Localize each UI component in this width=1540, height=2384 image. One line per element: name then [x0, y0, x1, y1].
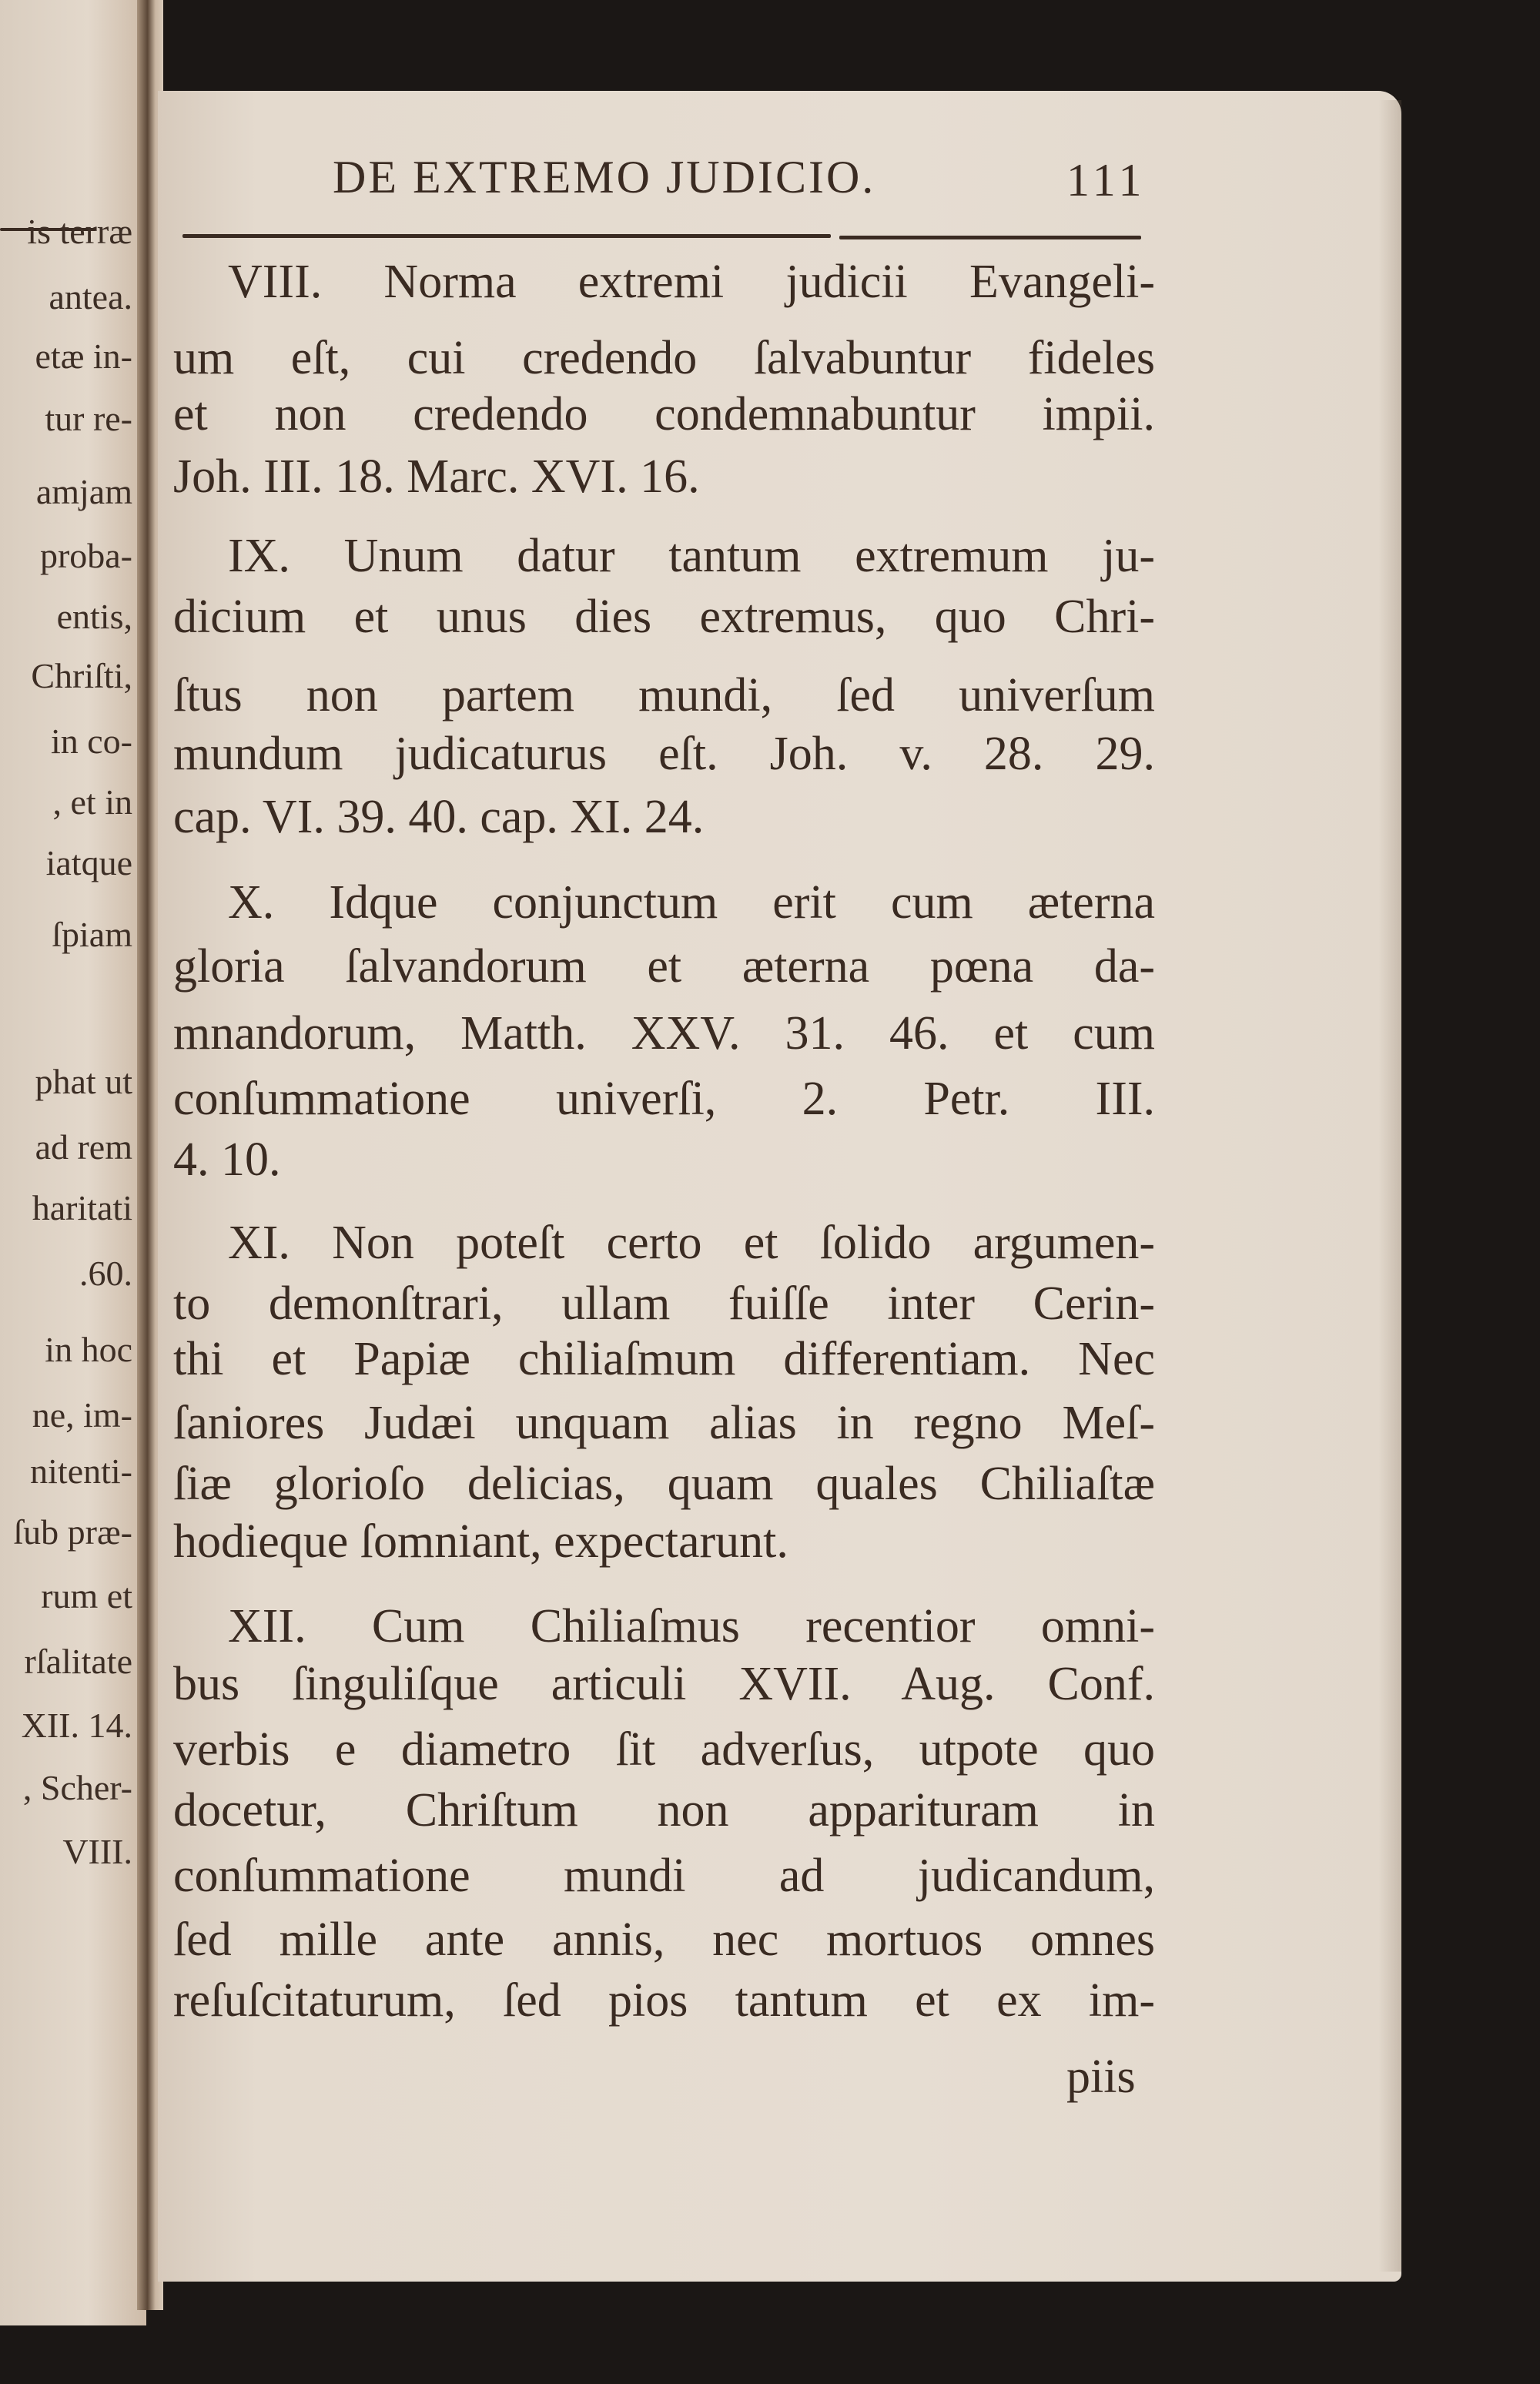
page-edge-shadow — [1378, 100, 1401, 2272]
left-page-line: tur re- — [45, 399, 132, 438]
left-page-line: in co- — [50, 722, 132, 761]
text-line: ſtus non partem mundi, ſed univerſum — [173, 669, 1155, 722]
left-page-line: ne, im- — [32, 1395, 132, 1435]
text-line: um eſt, cui credendo ſalvabuntur fideles — [173, 332, 1155, 384]
text-line: ſiæ glorioſo delicias, quam quales Chiliaſtæ — [173, 1458, 1155, 1510]
text-line: hodieque ſomniant, expectarunt. — [173, 1515, 788, 1568]
left-page-line: ſub præ- — [13, 1512, 132, 1552]
text-line: to demonſtrari, ullam fuiſſe inter Cerin- — [173, 1277, 1155, 1330]
text-line: verbis e diametro ſit adverſus, utpote quo — [173, 1723, 1155, 1776]
text-line: mundum judicaturus eſt. Joh. v. 28. 29. — [173, 728, 1155, 780]
left-page-line: , et in — [52, 782, 132, 822]
text-line: ſaniores Judæi unquam alias in regno Meſ- — [173, 1397, 1155, 1449]
left-page-line: XII. 14. — [21, 1706, 132, 1745]
left-page-line: haritati — [32, 1188, 132, 1227]
left-page-line: rſalitate — [24, 1642, 132, 1681]
text-line: conſummatione mundi ad judicandum, — [173, 1850, 1155, 1902]
text-line: Joh. III. 18. Marc. XVI. 16. — [173, 450, 700, 503]
left-page-line: , Scher- — [22, 1768, 132, 1807]
text-line: dicium et unus dies extremus, quo Chri- — [173, 591, 1155, 643]
text-line: mnandorum, Matth. XXV. 31. 46. et cum — [173, 1007, 1155, 1060]
left-page-line: Chriſti, — [31, 656, 132, 695]
left-page-line: VIII. — [62, 1832, 132, 1871]
header-rule-right — [839, 236, 1141, 239]
left-page-line: in hoc — [45, 1330, 132, 1369]
text-line: IX. Unum datur tantum extremum ju- — [228, 530, 1155, 582]
left-page-line: nitenti- — [30, 1451, 132, 1491]
text-line: reſuſcitaturum, ſed pios tantum et ex im- — [173, 1974, 1155, 2027]
left-page-line: is terræ — [27, 212, 132, 251]
text-line: conſummatione univerſi, 2. Petr. III. — [173, 1073, 1155, 1125]
page-number: 111 — [1066, 155, 1147, 206]
text-line: VIII. Norma extremi judicii Evangeli- — [228, 256, 1155, 308]
text-line: docetur, Chriſtum non apparituram in — [173, 1784, 1155, 1837]
left-page-line: rum et — [41, 1576, 132, 1616]
left-page-line: .60. — [79, 1254, 132, 1293]
text-line: bus ſinguliſque articuli XVII. Aug. Conf. — [173, 1658, 1155, 1710]
left-page-line: iatque — [45, 843, 132, 882]
text-line: thi et Papiæ chiliaſmum differentiam. Nec — [173, 1333, 1155, 1385]
left-page-line: ad rem — [35, 1127, 132, 1167]
text-line: XI. Non poteſt certo et ſolido argumen- — [228, 1217, 1155, 1269]
text-line: XII. Cum Chiliaſmus recentior omni- — [228, 1600, 1155, 1652]
left-page-line: ſpiam — [52, 915, 132, 954]
header-rule-left — [182, 234, 831, 238]
left-page-line: amjam — [35, 472, 132, 511]
left-page-line: etæ in- — [35, 337, 132, 376]
left-page-line: antea. — [49, 277, 132, 316]
text-line: 4. 10. — [173, 1133, 281, 1186]
text-line: et non credendo condemnabuntur impii. — [173, 388, 1155, 440]
left-page-line: entis, — [56, 597, 132, 636]
catchword: piis — [1066, 2051, 1136, 2103]
text-line: X. Idque conjunctum erit cum æterna — [228, 876, 1155, 929]
left-page-line: phat ut — [35, 1062, 132, 1101]
text-line: ſed mille ante annis, nec mortuos omnes — [173, 1914, 1155, 1966]
left-page-line: proba- — [39, 536, 132, 575]
text-line: gloria ſalvandorum et æterna pœna da- — [173, 940, 1155, 993]
running-header-title: DE EXTREMO JUDICIO. — [333, 152, 876, 203]
text-line: cap. VI. 39. 40. cap. XI. 24. — [173, 791, 705, 843]
